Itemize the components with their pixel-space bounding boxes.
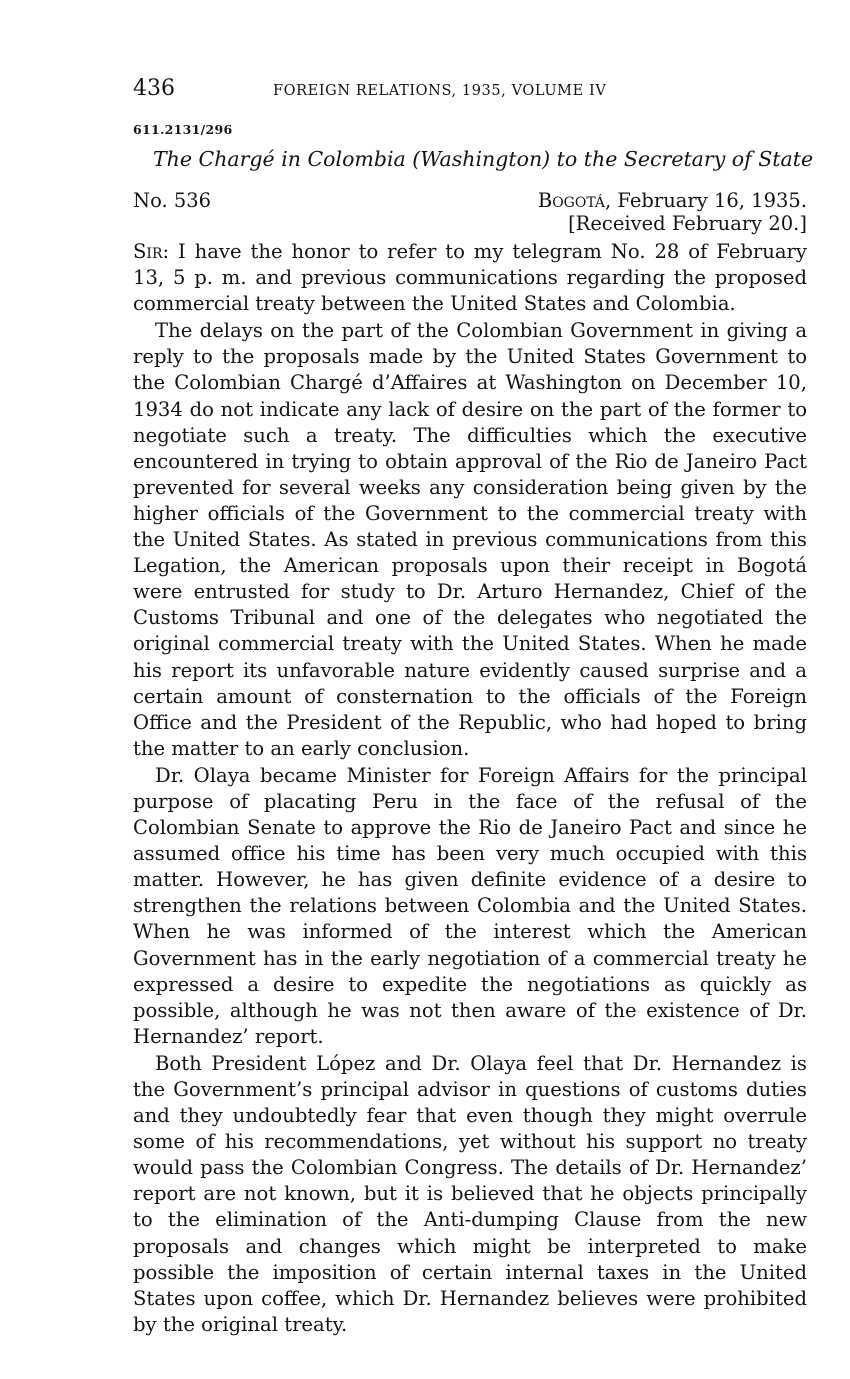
paragraph: The delays on the part of the Colombian Government in giving a reply to the proposals made by the United States Government to the Colombian Chargé d’Affaires at Washington on December 10, 1934 do not indicate any lack of desire on the part of the former to negotiate such a treaty. The difficulties which the executive encountered in trying to obtain approval of the Rio de Janeiro Pact prevented for several weeks any consideration being given by the higher officials of the Government to the commercial treaty with the United States. As stated in previous communications from this Legation, the American proposals upon their receipt in Bogotá were entrusted for study to Dr. Arturo Hernandez, Chief of the Customs Tribunal and one of the delegates who negotiated the original commercial treaty with the United States. When he made his report its unfavorable nature evidently caused surprise and a certain amount of consternation to the officials of the Foreign Office and the President of the Republic, who had hoped to bring the matter to an early conclusion. — [133, 319, 807, 760]
dispatch-meta — [133, 189, 807, 212]
paragraph-text: : I have the honor to refer to my telegram No. 28 of February 13, 5 p. m. and previous communications regarding the proposed commercial treaty between the United States and Colombia. — [133, 240, 807, 316]
salutation: Sir — [133, 240, 163, 263]
document-page — [133, 76, 814, 1339]
running-title: FOREIGN RELATIONS, 1935, VOLUME IV — [273, 83, 607, 99]
document-title: The Chargé in Colombia (Washington) to the Secretary of State — [153, 147, 814, 171]
dispatch-dateline — [538, 189, 807, 212]
received-date: [Received February 20.] — [568, 212, 807, 235]
file-number: 611.2131/296 — [133, 122, 233, 137]
dispatch-date: , February 16, 1935. — [605, 189, 807, 212]
paragraph — [133, 239, 807, 317]
paragraph: Both President López and Dr. Olaya feel that Dr. Hernandez is the Government’s principal advisor in questions of customs duties and they undoubtedly fear that even though they might overrule some of his recommendations, yet without his support no treaty would pass the Colombian Congress. The details of Dr. Hernandez’ report are not known, but it is believed that he objects principally to the elimination of the Anti-dumping Clause from the new proposals and changes which might be interpreted to make possible the imposition of certain internal taxes in the United States upon coffee, which Dr. Hernandez believes were prohibited by the original treaty. — [133, 1051, 807, 1336]
running-header — [133, 76, 807, 108]
letter-body — [133, 239, 807, 1338]
paragraph: Dr. Olaya became Minister for Foreign Affairs for the principal purpose of placating Peru in the face of the refusal of the Colombian Senate to approve the Rio de Janeiro Pact and since he assumed office his time has been very much occupied with this matter. However, he has given definite evidence of a desire to strengthen the relations between Colombia and the United States. When he was informed of the interest which the American Government has in the early negotiation of a commercial treaty he expressed a desire to expedite the negotiations as quickly as possible, although he was not then aware of the existence of Dr. Hernandez’ report. — [133, 763, 807, 1048]
dispatch-number: No. 536 — [133, 189, 212, 212]
page-number: 436 — [133, 76, 175, 101]
dispatch-place: Bogotá — [537, 189, 606, 212]
